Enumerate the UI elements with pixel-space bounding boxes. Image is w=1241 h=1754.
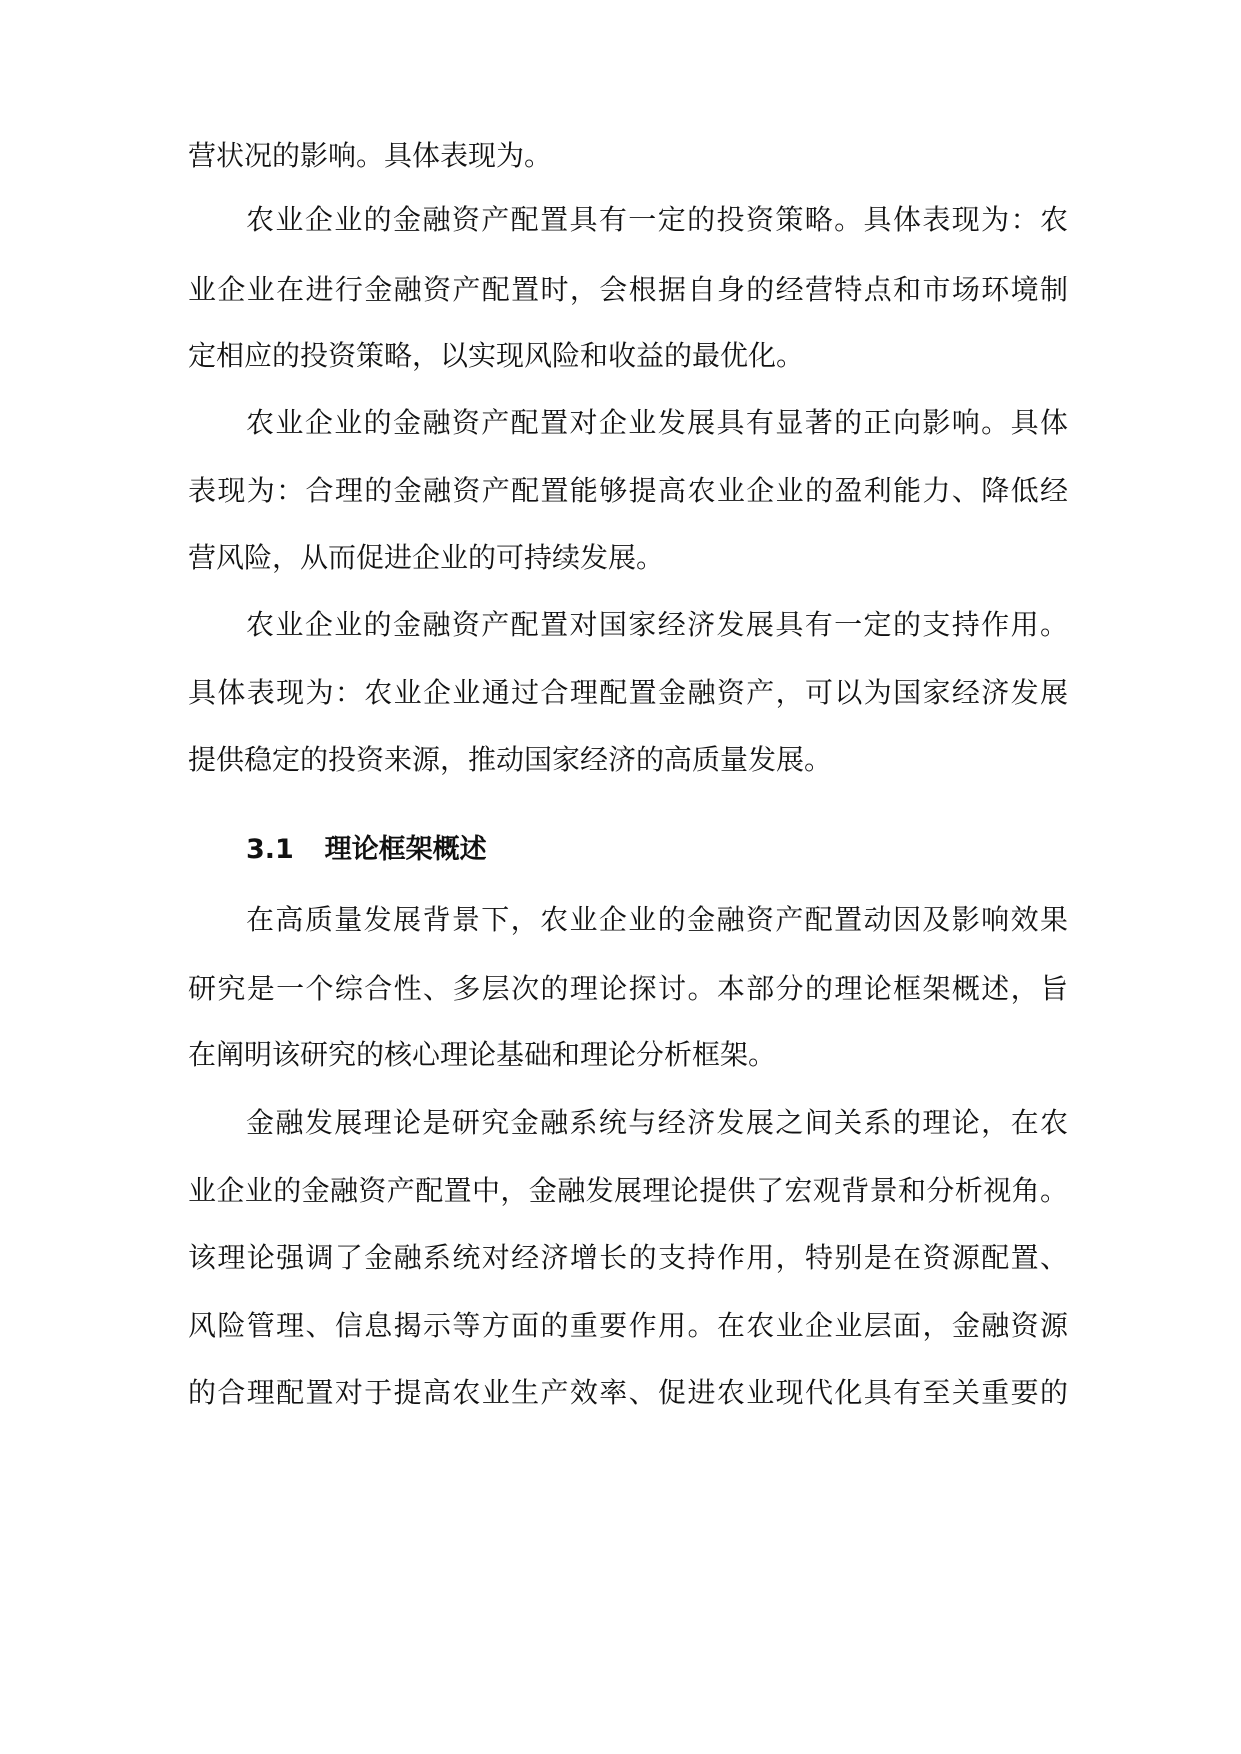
paragraph-2-line-1: 农业企业的金融资产配置对企业发展具有显著的正向影响。具体 (246, 406, 1068, 439)
paragraph-3-line-2: 具体表现为：农业企业通过合理配置金融资产，可以为国家经济发展 (188, 676, 1068, 709)
paragraph-3-line-3: 提供稳定的投资来源，推动国家经济的高质量发展。 (188, 743, 833, 776)
section-paragraph-1-line-2: 研究是一个综合性、多层次的理论探讨。本部分的理论框架概述，旨 (188, 972, 1068, 1005)
section-paragraph-2-line-2: 业企业的金融资产配置中，金融发展理论提供了宏观背景和分析视角。 (188, 1174, 1068, 1207)
paragraph-1-line-2: 业企业在进行金融资产配置时，会根据自身的经营特点和市场环境制 (188, 273, 1068, 306)
section-paragraph-2-line-3: 该理论强调了金融系统对经济增长的支持作用，特别是在资源配置、 (188, 1241, 1068, 1274)
section-title: 理论框架概述 (324, 834, 487, 865)
paragraph-2-line-3: 营风险，从而促进企业的可持续发展。 (188, 541, 665, 574)
paragraph-1-line-1: 农业企业的金融资产配置具有一定的投资策略。具体表现为：农 (246, 203, 1068, 236)
section-heading (246, 830, 1126, 870)
section-paragraph-2-line-4: 风险管理、信息揭示等方面的重要作用。在农业企业层面，金融资源 (188, 1309, 1068, 1342)
section-paragraph-1-line-3: 在阐明该研究的核心理论基础和理论分析框架。 (188, 1038, 777, 1071)
paragraph-1-line-3: 定相应的投资策略，以实现风险和收益的最优化。 (188, 339, 805, 372)
section-paragraph-2-line-1: 金融发展理论是研究金融系统与经济发展之间关系的理论，在农 (246, 1106, 1068, 1139)
paragraph-2-line-2: 表现为：合理的金融资产配置能够提高农业企业的盈利能力、降低经 (188, 474, 1068, 507)
paragraph-3-line-1: 农业企业的金融资产配置对国家经济发展具有一定的支持作用。 (246, 608, 1068, 641)
section-paragraph-1-line-1: 在高质量发展背景下，农业企业的金融资产配置动因及影响效果 (246, 903, 1068, 936)
paragraph-continuation-line: 营状况的影响。具体表现为。 (188, 139, 553, 172)
section-paragraph-2-line-5: 的合理配置对于提高农业生产效率、促进农业现代化具有至关重要的 (188, 1376, 1068, 1409)
section-number: 3.1 (246, 834, 294, 865)
